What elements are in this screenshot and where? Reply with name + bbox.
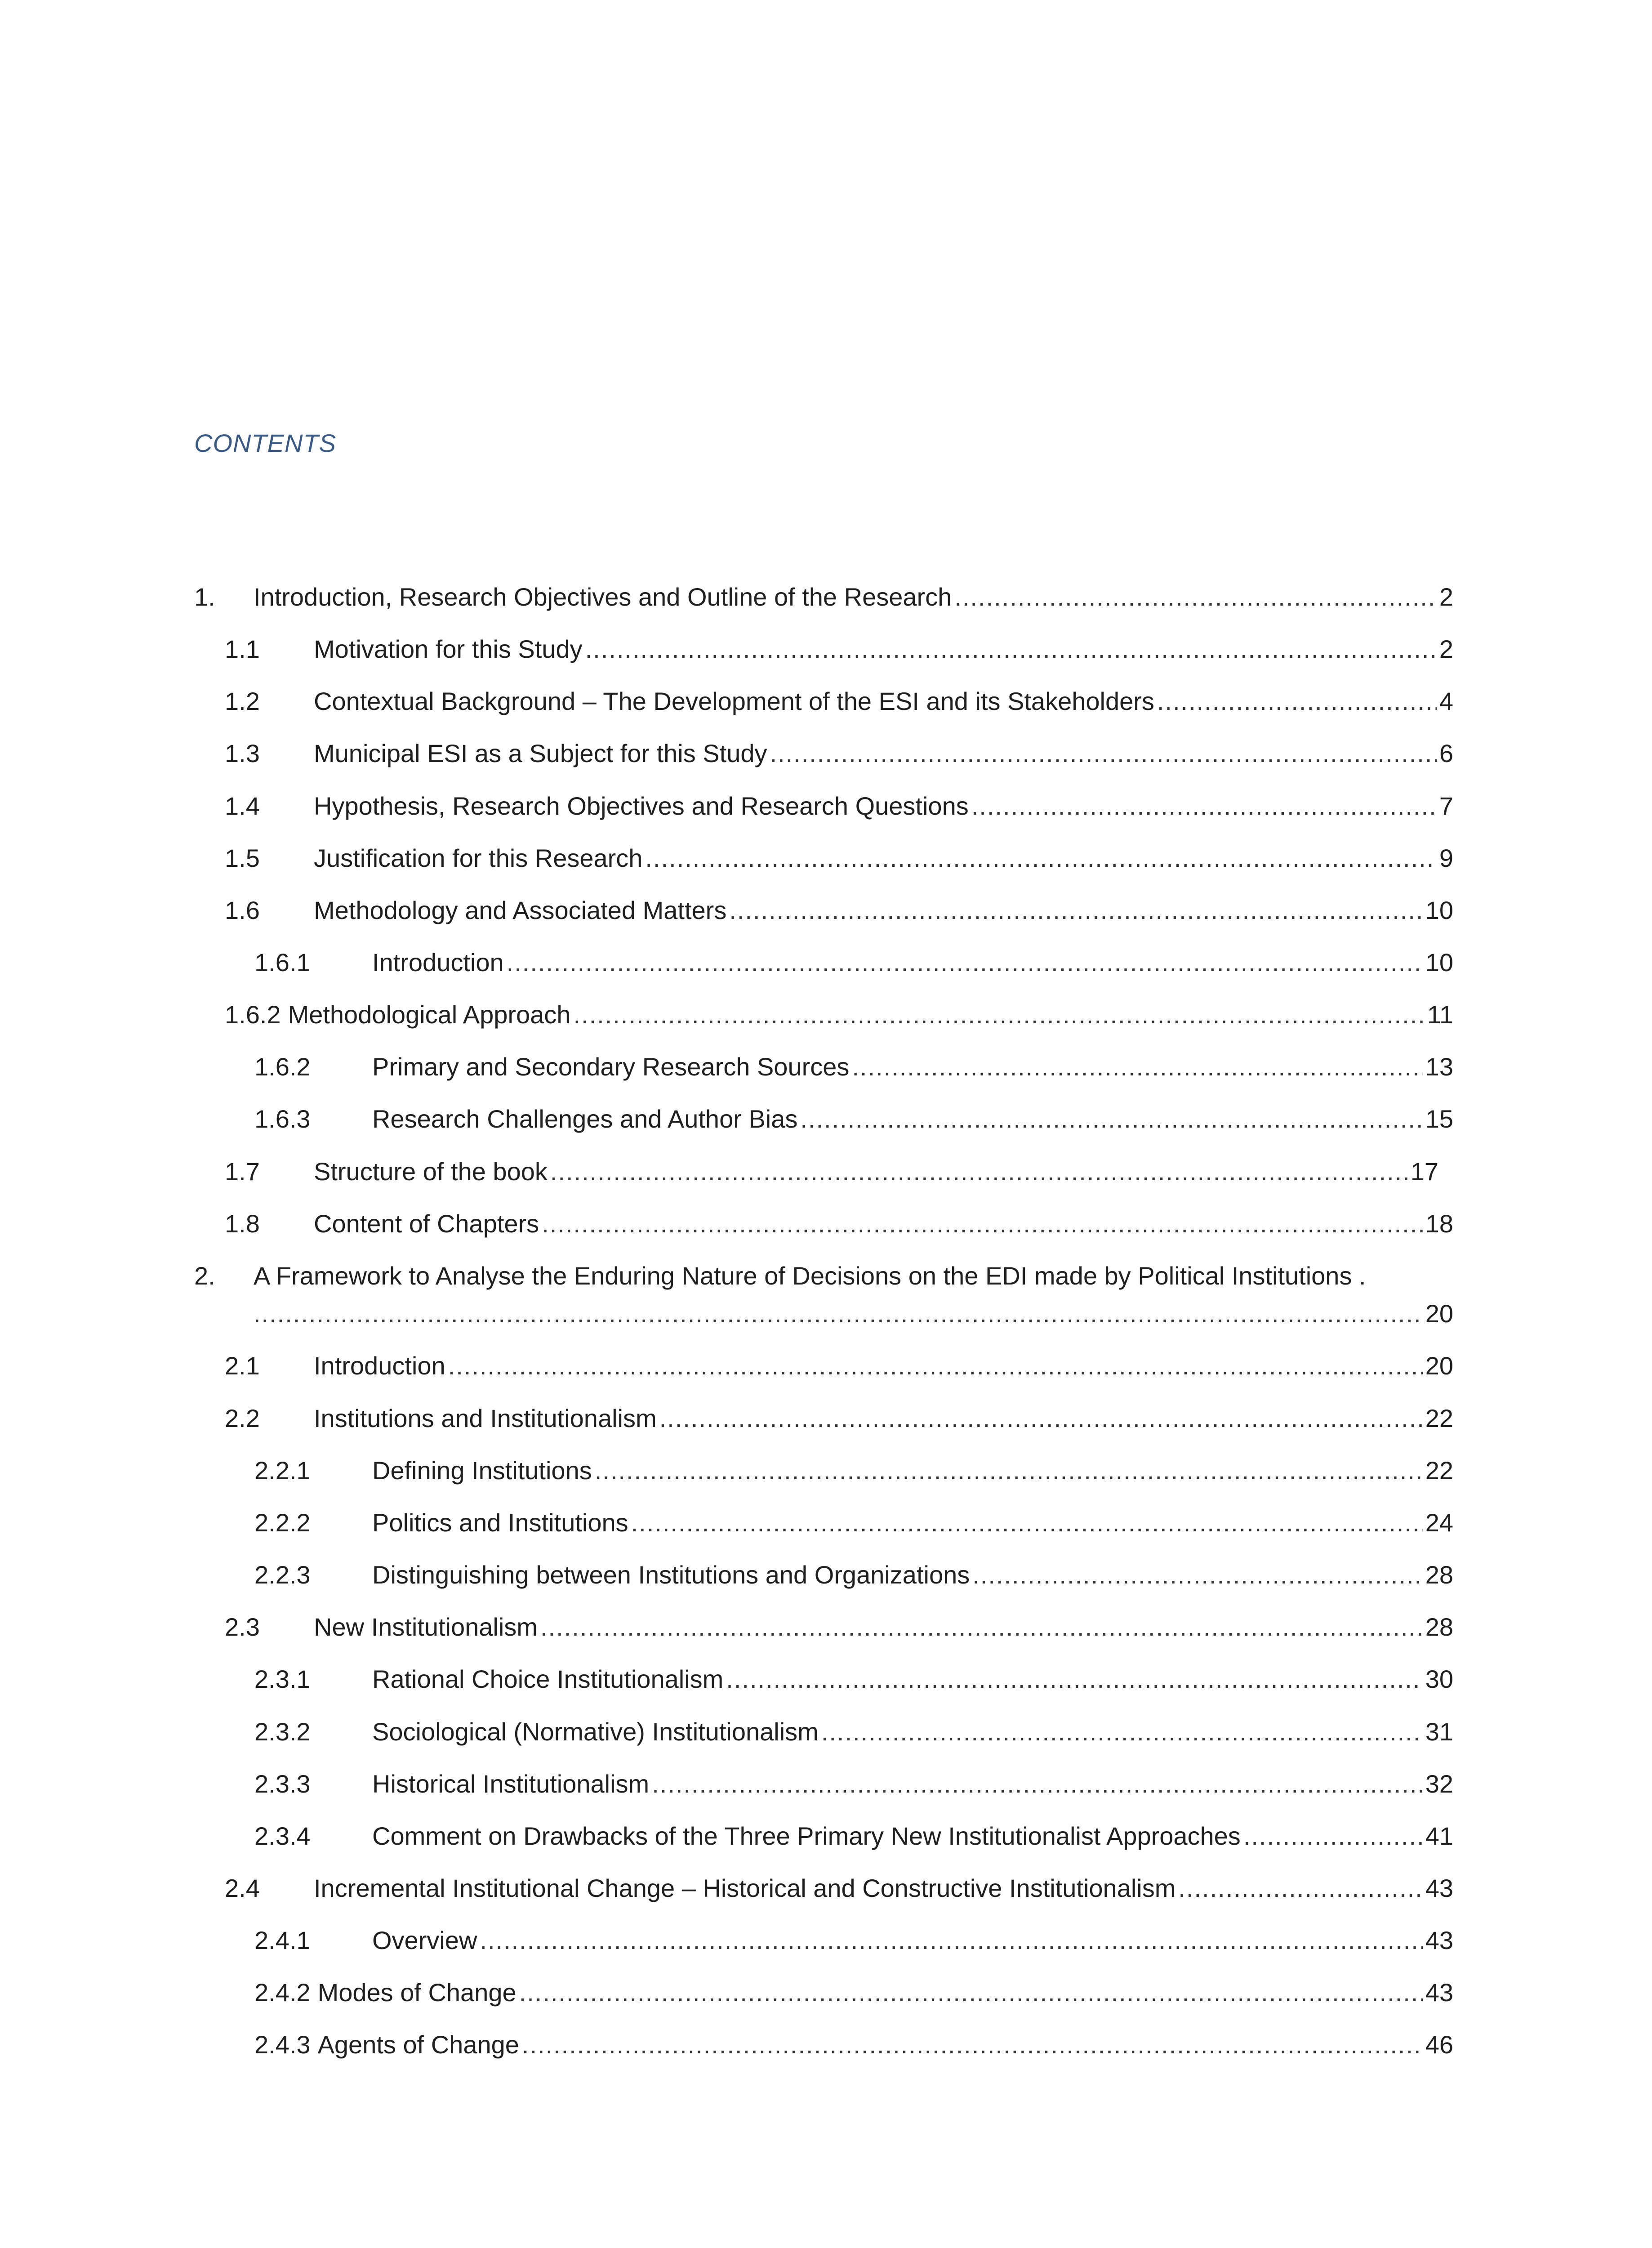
toc-page-number: 18 bbox=[1425, 1209, 1453, 1238]
toc-number: 1. bbox=[194, 583, 215, 611]
toc-title: Rational Choice Institutionalism bbox=[372, 1665, 724, 1693]
toc-title: Institutions and Institutionalism bbox=[314, 1404, 657, 1432]
toc-title: Hypothesis, Research Objectives and Research Questions bbox=[314, 792, 969, 820]
toc-page-number: 43 bbox=[1425, 1978, 1453, 2007]
page-title: CONTENTS bbox=[194, 429, 336, 457]
toc-leader bbox=[507, 943, 1423, 982]
toc-number: 2.2.3 bbox=[254, 1561, 311, 1589]
toc-title: Distinguishing between Institutions and Organizations bbox=[372, 1561, 970, 1589]
toc-page-number: 20 bbox=[1425, 1351, 1453, 1380]
toc-entry-2-3-4[interactable] bbox=[254, 1817, 1453, 1855]
toc-title: Methodological Approach bbox=[288, 1000, 571, 1029]
toc-page-number: 6 bbox=[1439, 739, 1453, 767]
toc-title: New Institutionalism bbox=[314, 1613, 538, 1641]
toc-number: 2.4.2 bbox=[254, 1978, 311, 2007]
toc-title: Sociological (Normative) Institutionalism bbox=[372, 1717, 819, 1746]
toc-number: 1.6 bbox=[225, 896, 260, 924]
toc-page-number: 9 bbox=[1439, 844, 1453, 872]
toc-leader bbox=[1178, 1869, 1422, 1908]
toc-entry-1-6-2-methodological[interactable] bbox=[225, 995, 1453, 1034]
toc-page-number: 15 bbox=[1425, 1105, 1453, 1133]
toc-page-number: 31 bbox=[1425, 1717, 1453, 1746]
toc-page-number: 2 bbox=[1439, 583, 1453, 611]
toc-leader bbox=[852, 1048, 1422, 1086]
toc-entry-2-3-1[interactable] bbox=[254, 1660, 1453, 1699]
toc-leader bbox=[1243, 1817, 1423, 1855]
toc-page-number: 2 bbox=[1439, 635, 1453, 663]
toc-page-number: 13 bbox=[1425, 1053, 1453, 1081]
toc-page-number: 46 bbox=[1425, 2030, 1453, 2059]
toc-title: Introduction bbox=[314, 1351, 445, 1380]
toc-number: 2.3.2 bbox=[254, 1717, 311, 1746]
toc-entry-1-3[interactable] bbox=[225, 734, 1453, 773]
toc-page-number: 43 bbox=[1425, 1926, 1453, 1954]
toc-leader bbox=[540, 1608, 1423, 1646]
toc-number: 1.3 bbox=[225, 739, 260, 767]
toc-number: 2. bbox=[194, 1262, 215, 1290]
toc-leader bbox=[1157, 682, 1437, 721]
toc-leader bbox=[519, 1973, 1423, 2012]
toc-leader bbox=[448, 1347, 1423, 1385]
toc-entry-2-1[interactable] bbox=[225, 1347, 1453, 1385]
toc-leader bbox=[652, 1765, 1423, 1803]
toc-number: 1.5 bbox=[225, 844, 260, 872]
toc-entry-2-2-3[interactable] bbox=[254, 1556, 1453, 1594]
toc-number: 2.3.3 bbox=[254, 1770, 311, 1798]
toc-page-number: 11 bbox=[1427, 1000, 1453, 1029]
toc-leader bbox=[954, 578, 1437, 616]
toc-leader bbox=[631, 1503, 1423, 1542]
toc-leader bbox=[585, 630, 1437, 669]
toc-entry-2-4-3[interactable] bbox=[254, 2025, 1453, 2064]
toc-number: 2.4 bbox=[225, 1874, 260, 1902]
toc-number: 1.1 bbox=[225, 635, 260, 663]
toc-entry-1-8[interactable] bbox=[225, 1204, 1453, 1243]
toc-entry-1-4[interactable] bbox=[225, 787, 1453, 825]
toc-page-number: 22 bbox=[1425, 1404, 1453, 1432]
toc-title: Content of Chapters bbox=[314, 1209, 539, 1238]
toc-entry-1-6-2[interactable] bbox=[254, 1048, 1453, 1086]
toc-number: 2.3 bbox=[225, 1613, 260, 1641]
toc-entry-1[interactable] bbox=[194, 578, 1453, 616]
toc-title: Modes of Change bbox=[317, 1978, 517, 2007]
toc-entry-1-2[interactable] bbox=[225, 682, 1453, 721]
toc-title: A Framework to Analyse the Enduring Nature of Decisions on the EDI made by Political Institutions . bbox=[254, 1262, 1366, 1290]
toc-leader bbox=[480, 1921, 1422, 1960]
toc-number: 1.4 bbox=[225, 792, 260, 820]
toc-leader bbox=[770, 734, 1437, 773]
toc-entry-1-7[interactable] bbox=[225, 1152, 1438, 1191]
toc-leader bbox=[645, 839, 1436, 878]
toc-number: 2.4.3 bbox=[254, 2030, 311, 2059]
toc-leader bbox=[729, 891, 1422, 930]
toc-title: Contextual Background – The Development of the ESI and its Stakeholders bbox=[314, 687, 1154, 715]
toc-title: Introduction bbox=[372, 948, 504, 977]
toc-entry-2-2-2[interactable] bbox=[254, 1503, 1453, 1542]
toc-number: 2.3.4 bbox=[254, 1822, 311, 1850]
toc-entry-2-3-2[interactable] bbox=[254, 1713, 1453, 1751]
toc-entry-2-3[interactable] bbox=[225, 1608, 1453, 1646]
toc-leader bbox=[550, 1152, 1408, 1191]
toc-number: 2.3.1 bbox=[254, 1665, 311, 1693]
toc-title: Research Challenges and Author Bias bbox=[372, 1105, 798, 1133]
toc-entry-2-3-3[interactable] bbox=[254, 1765, 1453, 1803]
toc-leader bbox=[522, 2025, 1423, 2064]
toc-number: 2.2.2 bbox=[254, 1508, 311, 1537]
toc-number: 2.4.1 bbox=[254, 1926, 311, 1954]
toc-page-number: 10 bbox=[1425, 948, 1453, 977]
toc-number: 2.2 bbox=[225, 1404, 260, 1432]
toc-leader bbox=[821, 1713, 1423, 1751]
toc-leader bbox=[659, 1399, 1423, 1438]
toc-title: Politics and Institutions bbox=[372, 1508, 628, 1537]
toc-title: Historical Institutionalism bbox=[372, 1770, 650, 1798]
toc-entry-1-6-1[interactable] bbox=[254, 943, 1453, 982]
toc-title: Incremental Institutional Change – Historical and Constructive Institutionalism bbox=[314, 1874, 1176, 1902]
toc-page-number: 43 bbox=[1425, 1874, 1453, 1902]
toc-entry-1-6-3[interactable] bbox=[254, 1100, 1453, 1138]
toc-number: 1.7 bbox=[225, 1157, 260, 1186]
toc-entry-2-4[interactable] bbox=[225, 1869, 1453, 1908]
toc-entry-2-2-1[interactable] bbox=[254, 1451, 1453, 1490]
toc-page-number: 20 bbox=[1425, 1299, 1453, 1328]
toc-number: 2.2.1 bbox=[254, 1456, 311, 1485]
toc-page-number: 10 bbox=[1425, 896, 1453, 924]
toc-entry-2-4-1[interactable] bbox=[254, 1921, 1453, 1960]
toc-page-number: 28 bbox=[1425, 1613, 1453, 1641]
toc-entry-1-5[interactable] bbox=[225, 839, 1453, 878]
toc-title: Motivation for this Study bbox=[314, 635, 583, 663]
toc-page-number: 24 bbox=[1425, 1508, 1453, 1537]
toc-number: 1.2 bbox=[225, 687, 260, 715]
toc-title: Municipal ESI as a Subject for this Study bbox=[314, 739, 767, 767]
toc-number: 1.6.2 bbox=[225, 1000, 281, 1029]
toc-title: Primary and Secondary Research Sources bbox=[372, 1053, 850, 1081]
toc-page-number: 28 bbox=[1425, 1561, 1453, 1589]
toc-title: Comment on Drawbacks of the Three Primary New Institutionalist Approaches bbox=[372, 1822, 1241, 1850]
toc-leader bbox=[800, 1100, 1422, 1138]
toc-entry-2-4-2[interactable] bbox=[254, 1973, 1453, 2012]
toc-entry-1-1[interactable] bbox=[225, 630, 1453, 669]
toc-leader bbox=[573, 995, 1424, 1034]
toc-leader bbox=[726, 1660, 1422, 1699]
toc-title: Overview bbox=[372, 1926, 477, 1954]
toc-title: Introduction, Research Objectives and Outline of the Research bbox=[254, 583, 952, 611]
toc-page-number: 7 bbox=[1439, 792, 1453, 820]
toc-leader bbox=[972, 1556, 1422, 1594]
toc-title: Justification for this Research bbox=[314, 844, 643, 872]
toc-leader bbox=[971, 787, 1437, 825]
toc-title: Agents of Change bbox=[317, 2030, 519, 2059]
toc-page-number: 41 bbox=[1425, 1822, 1453, 1850]
toc-number: 1.8 bbox=[225, 1209, 260, 1238]
toc-number: 2.1 bbox=[225, 1351, 260, 1380]
toc-number: 1.6.2 bbox=[254, 1053, 311, 1081]
toc-page-number: 30 bbox=[1425, 1665, 1453, 1693]
toc-entry-2-2[interactable] bbox=[225, 1399, 1453, 1438]
toc-leader bbox=[254, 1294, 1423, 1333]
toc-page-number: 22 bbox=[1425, 1456, 1453, 1485]
toc-title: Structure of the book bbox=[314, 1157, 548, 1186]
toc-title: Defining Institutions bbox=[372, 1456, 592, 1485]
toc-number: 1.6.3 bbox=[254, 1105, 311, 1133]
toc-page-number: 17 bbox=[1410, 1157, 1438, 1186]
toc-title: Methodology and Associated Matters bbox=[314, 896, 727, 924]
toc-page-number: 32 bbox=[1425, 1770, 1453, 1798]
toc-number: 1.6.1 bbox=[254, 948, 311, 977]
toc-leader bbox=[595, 1451, 1423, 1490]
toc-entry-1-6[interactable] bbox=[225, 891, 1453, 930]
toc-page-number: 4 bbox=[1439, 687, 1453, 715]
toc-leader bbox=[542, 1204, 1423, 1243]
toc-entry-2[interactable] bbox=[194, 1257, 1453, 1333]
